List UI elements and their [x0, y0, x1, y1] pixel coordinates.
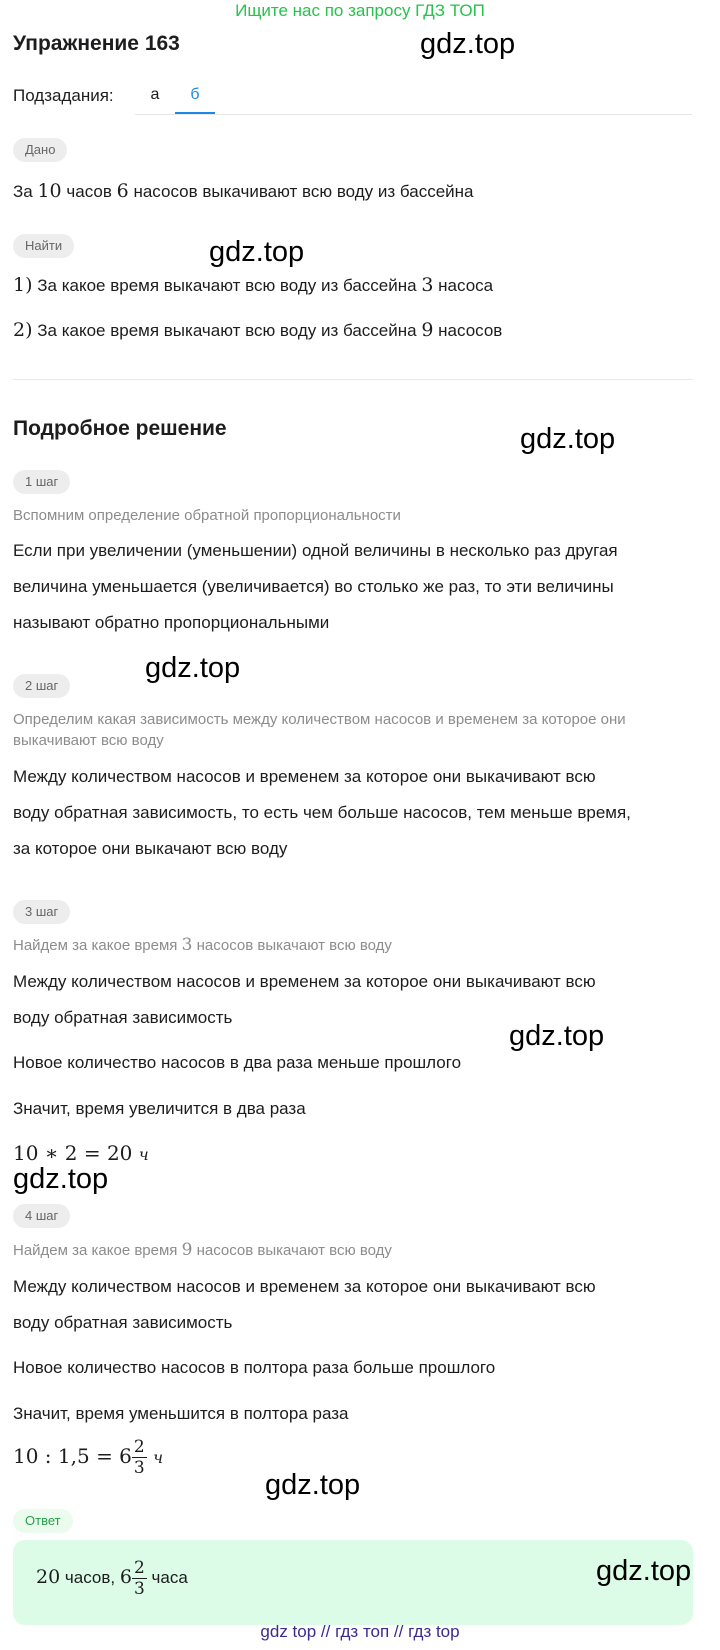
step-2-badge: 2 шаг [13, 674, 70, 698]
step-4-badge: 4 шаг [13, 1204, 70, 1228]
watermark: gdz.top [145, 652, 241, 684]
step-2-hint: Определим какая зависимость между количеством насосов и временем за которое они выкачивают всю воду [13, 711, 626, 749]
given-badge: Дано [13, 138, 67, 162]
step-2-text: Между количеством насосов и временем за которое они выкачивают всю воду обратная зависимость, то есть чем больше насосов, тем меньше время, за которое они выкачают всю воду [13, 767, 631, 858]
answer-box [13, 1540, 693, 1625]
footer-links: gdz top // гдз топ // гдз top [260, 1622, 460, 1641]
step-3-text: Между количеством насосов и временем за которое они выкачивают всю воду обратная зависимость [13, 972, 596, 1027]
tab-b[interactable]: б [175, 78, 215, 114]
find-question-1: 1) За какое время выкачают всю воду из бассейна 3 насоса [13, 274, 494, 296]
step-4-text: Между количеством насосов и временем за которое они выкачивают всю воду обратная зависимость [13, 1277, 596, 1332]
step-3-formula: 10 ∗ 2 = 20 ч [13, 1141, 149, 1165]
step-4-note-1: Новое количество насосов в полтора раза больше прошлого [13, 1358, 496, 1377]
step-1-text: Если при увеличении (уменьшении) одной величины в несколько раз другая величина уменьшается (увеличивается) во столько же раз, то эти величины называют обратно пропорциональными [13, 541, 618, 632]
step-1-badge: 1 шаг [13, 470, 70, 494]
step-4-note-2: Значит, время уменьшится в полтора раза [13, 1404, 349, 1423]
step-3-badge: 3 шаг [13, 900, 70, 924]
answer-text: 20 часов, 6 $\frac{2}{3}$ часа [36, 1558, 188, 1599]
find-badge: Найти [13, 234, 74, 258]
subtasks-tabs [135, 78, 692, 115]
step-3-hint: Найдем за какое время 3 насосов выкачают всю воду [13, 935, 392, 955]
given-text: За 10 часов 6 насосов выкачивают всю воду из бассейна [13, 180, 474, 202]
search-banner: Ищите нас по запросу ГДЗ ТОП [235, 1, 485, 20]
step-3-note-1: Новое количество насосов в два раза меньше прошлого [13, 1053, 462, 1072]
answer-fraction: $\frac{2}{3}$ [133, 1558, 145, 1599]
step-4-hint: Найдем за какое время 9 насосов выкачают всю воду [13, 1240, 392, 1260]
watermark: gdz.top [509, 1020, 605, 1052]
watermark: gdz.top [265, 1469, 361, 1501]
watermark: gdz.top [596, 1555, 692, 1587]
step-4-fraction: $\frac{2}{3}$ [133, 1437, 145, 1478]
subtasks-label: Подзадания: [13, 86, 114, 105]
watermark: gdz.top [520, 423, 616, 455]
watermark: gdz.top [13, 1163, 109, 1195]
watermark: gdz.top [420, 28, 516, 60]
tab-a[interactable]: а [150, 86, 160, 103]
watermark: gdz.top [209, 236, 305, 268]
page-title: Упражнение 163 [13, 32, 180, 55]
solution-heading: Подробное решение [13, 417, 227, 440]
section-divider [13, 379, 693, 380]
step-3-note-2: Значит, время увеличится в два раза [13, 1099, 306, 1118]
answer-badge: Ответ [13, 1509, 73, 1533]
step-4-formula: 10 : 1,5 = 6 $\frac{2}{3}$ ч [13, 1437, 164, 1478]
step-1-hint: Вспомним определение обратной пропорциональности [13, 507, 401, 524]
find-question-2: 2) За какое время выкачают всю воду из бассейна 9 насосов [13, 319, 503, 341]
